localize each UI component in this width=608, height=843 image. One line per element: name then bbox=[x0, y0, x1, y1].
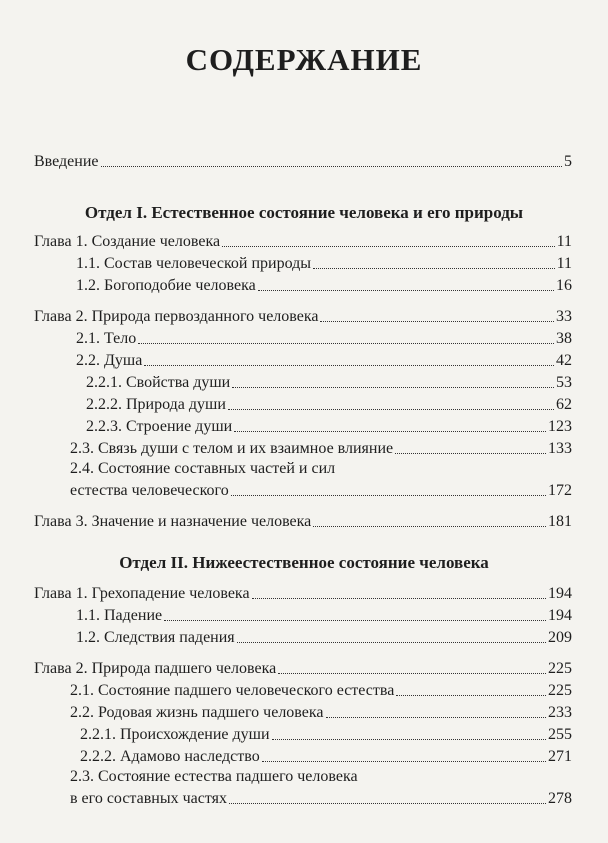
toc-entry bbox=[80, 723, 572, 745]
toc-entry bbox=[34, 305, 572, 327]
toc-entry-page: 53 bbox=[556, 374, 572, 391]
toc-entry-page: 11 bbox=[556, 255, 572, 272]
dot-leader bbox=[396, 695, 546, 696]
toc-entry-label: 1.1. Состав человеческой природы bbox=[76, 255, 312, 272]
toc-entry-label: 2.2. Родовая жизнь падшего человека bbox=[70, 704, 324, 721]
toc-entry-label: Глава 1. Грехопадение человека bbox=[34, 585, 250, 602]
toc-entry-label: 2.3. Связь души с телом и их взаимное влияние bbox=[70, 440, 394, 457]
dot-leader bbox=[237, 642, 546, 643]
toc-entry bbox=[34, 230, 572, 252]
toc-entry-page: 255 bbox=[548, 726, 572, 743]
toc-entry-intro bbox=[34, 150, 572, 172]
toc-entry bbox=[70, 787, 572, 809]
dot-leader bbox=[320, 321, 554, 322]
toc-entry-label: Глава 2. Природа первозданного человека bbox=[34, 308, 319, 325]
toc-entry-label: 2.1. Состояние падшего человеческого естества bbox=[70, 682, 395, 699]
dot-leader bbox=[229, 803, 546, 804]
toc-entry-label: 2.2.1. Происхождение души bbox=[80, 726, 270, 743]
toc-entry-label: 1.2. Богоподобие человека bbox=[76, 277, 256, 294]
toc-entry-label: Глава 2. Природа падшего человека bbox=[34, 660, 277, 677]
toc-entry-label: 2.1. Тело bbox=[76, 330, 137, 347]
toc-entry-page: 209 bbox=[548, 629, 572, 646]
dot-leader bbox=[222, 246, 555, 247]
dot-leader bbox=[252, 598, 546, 599]
toc-entry-page: 194 bbox=[548, 585, 572, 602]
toc-entry bbox=[76, 327, 572, 349]
toc-entry-label: 2.2.3. Строение души bbox=[86, 418, 233, 435]
toc-entry-page: 278 bbox=[548, 790, 572, 807]
dot-leader bbox=[258, 290, 554, 291]
dot-leader bbox=[313, 526, 546, 527]
toc-entry-page: 42 bbox=[556, 352, 572, 369]
toc-entry bbox=[76, 626, 572, 648]
toc-entry bbox=[70, 479, 572, 501]
dot-leader bbox=[278, 673, 546, 674]
page-title: СОДЕРЖАНИЕ bbox=[185, 42, 423, 77]
toc-entry-page: 62 bbox=[556, 396, 572, 413]
toc-entry-page: 5 bbox=[564, 153, 572, 170]
dot-leader bbox=[395, 453, 546, 454]
dot-leader bbox=[144, 365, 554, 366]
toc-entry bbox=[86, 371, 572, 393]
toc-entry-label: Глава 3. Значение и назначение человека bbox=[34, 513, 312, 530]
toc-entry-label: естества человеческого bbox=[70, 482, 229, 499]
dot-leader bbox=[313, 268, 555, 269]
toc-entry-page: 194 bbox=[548, 607, 572, 624]
toc-entry-page: 33 bbox=[556, 308, 572, 325]
toc-entry-page: 133 bbox=[548, 440, 572, 457]
toc-entry-label: в его составных частях bbox=[70, 790, 227, 807]
toc-entry bbox=[34, 582, 572, 604]
toc-entry-page: 16 bbox=[556, 277, 572, 294]
dot-leader bbox=[138, 343, 554, 344]
toc-entry-label-line: 2.4. Состояние составных частей и сил bbox=[70, 460, 336, 477]
toc-entry-label: 2.2. Душа bbox=[76, 352, 143, 369]
toc-entry bbox=[76, 252, 572, 274]
toc-entry-label: 1.1. Падение bbox=[76, 607, 163, 624]
toc-entry bbox=[86, 393, 572, 415]
toc-entry-page: 123 bbox=[548, 418, 572, 435]
toc-entry-page: 38 bbox=[556, 330, 572, 347]
toc-entry bbox=[34, 657, 572, 679]
section-heading: Отдел II. Нижеестественное состояние человека bbox=[119, 553, 489, 572]
toc-entry-page: 172 bbox=[548, 482, 572, 499]
toc-entry-page: 233 bbox=[548, 704, 572, 721]
toc-entry-label: 2.2.2. Адамово наследство bbox=[80, 748, 260, 765]
dot-leader bbox=[164, 620, 546, 621]
toc-entry-label: 2.2.2. Природа души bbox=[86, 396, 226, 413]
dot-leader bbox=[326, 717, 547, 718]
section-heading: Отдел I. Естественное состояние человека и его природы bbox=[84, 203, 524, 222]
toc-entry-label: Глава 1. Создание человека bbox=[34, 233, 221, 250]
dot-leader bbox=[101, 166, 563, 167]
dot-leader bbox=[232, 387, 554, 388]
toc-entry-page: 11 bbox=[556, 233, 572, 250]
toc-entry bbox=[76, 604, 572, 626]
dot-leader bbox=[228, 409, 554, 410]
dot-leader bbox=[234, 431, 546, 432]
toc-entry bbox=[70, 437, 572, 459]
toc-entry bbox=[86, 415, 572, 437]
toc-entry-page: 225 bbox=[548, 682, 572, 699]
toc-entry-page: 225 bbox=[548, 660, 572, 677]
toc-entry-page: 271 bbox=[548, 748, 572, 765]
toc-entry bbox=[70, 679, 572, 701]
toc-entry-page: 181 bbox=[548, 513, 572, 530]
toc-entry-label: 1.2. Следствия падения bbox=[76, 629, 235, 646]
dot-leader bbox=[262, 761, 546, 762]
toc-entry bbox=[76, 274, 572, 296]
dot-leader bbox=[272, 739, 546, 740]
toc-entry bbox=[70, 701, 572, 723]
toc-entry-label: Введение bbox=[34, 153, 99, 170]
toc-entry bbox=[76, 349, 572, 371]
toc-entry bbox=[34, 510, 572, 532]
toc-entry-label-line: 2.3. Состояние естества падшего человека bbox=[70, 768, 358, 785]
dot-leader bbox=[231, 495, 546, 496]
toc-entry-label: 2.2.1. Свойства души bbox=[86, 374, 231, 391]
toc-entry bbox=[80, 745, 572, 767]
